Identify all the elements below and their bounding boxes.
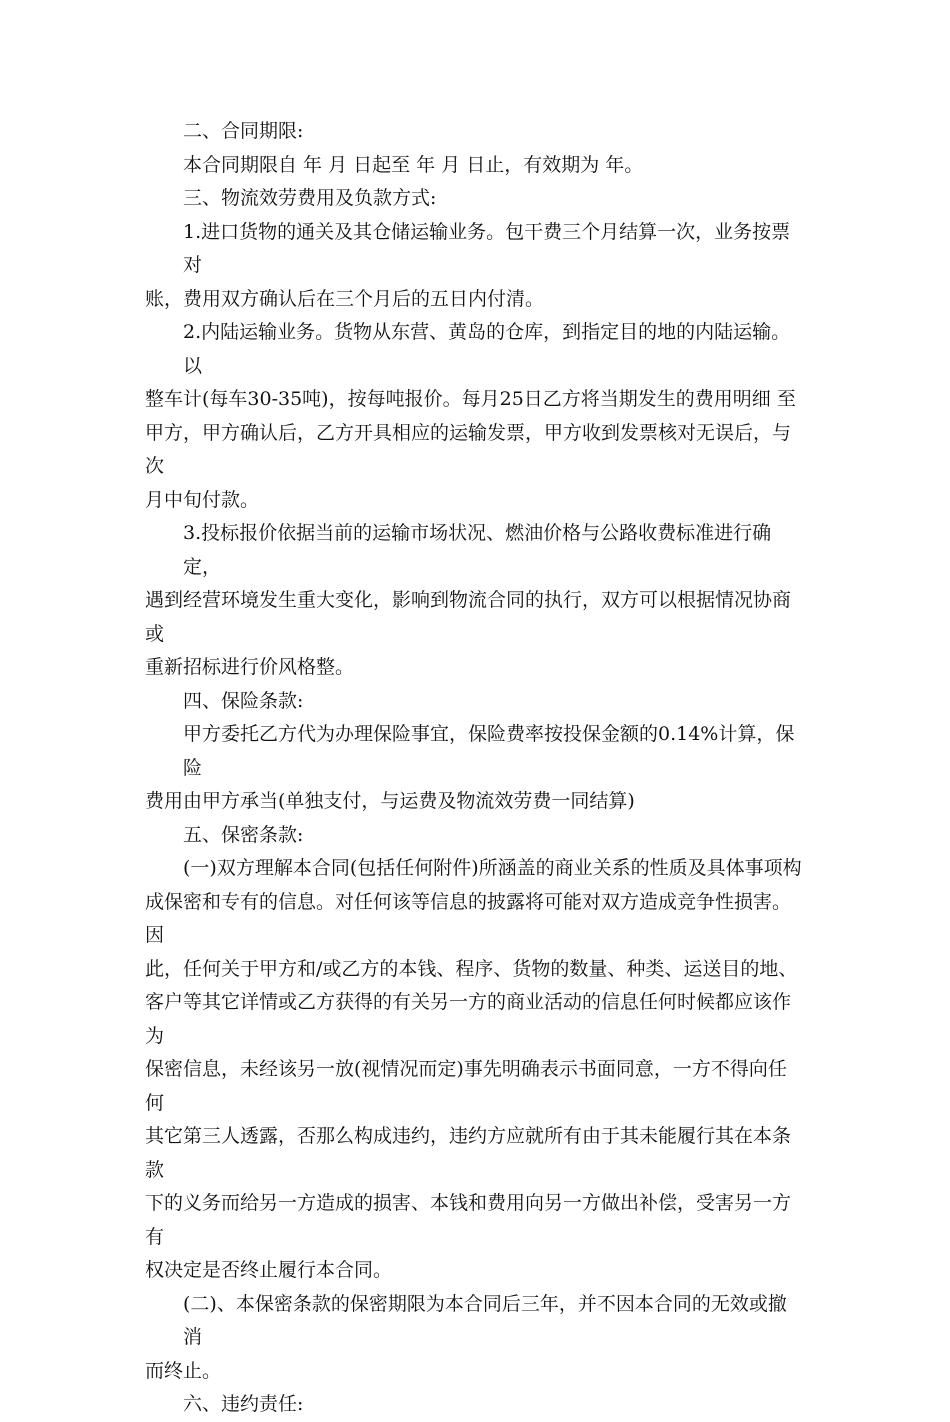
text-line: (二)、本保密条款的保密期限为本合同后三年，并不因本合同的无效或撤消	[183, 1292, 787, 1348]
section-3-item-3	[145, 517, 805, 685]
section-3-item-2	[145, 316, 805, 517]
section-5-clause-2	[145, 1288, 805, 1389]
text-line: 此，任何关于甲方和/或乙方的本钱、程序、货物的数量、种类、运送目的地、	[145, 957, 798, 980]
text-line: 月中旬付款。	[145, 488, 260, 511]
text-line: 遇到经营环境发生重大变化，影响到物流合同的执行，双方可以根据情况协商或	[145, 589, 792, 645]
text-line: 保密信息，未经该另一放(视情况而定)事先明确表示书面同意，一方不得向任何	[145, 1058, 787, 1114]
text-line: 其它第三人透露，否那么构成违约，违约方应就所有由于其未能履行其在本条款	[145, 1125, 792, 1181]
section-5-clause-1	[145, 852, 805, 1288]
section-5-heading: 五、保密条款:	[183, 823, 304, 846]
section-3-item-1	[145, 216, 805, 317]
text-line: 甲方委托乙方代为办理保险事宜，保险费率按投保金额的0.14%计算，保险	[183, 723, 795, 779]
text-line: 而终止。	[145, 1359, 222, 1382]
text-line: 2.内陆运输业务。货物从东营、黄岛的仓库，到指定目的地的内陆运输。以	[183, 321, 791, 377]
section-4-heading: 四、保险条款:	[183, 689, 304, 712]
section-4-body	[145, 718, 805, 819]
text-line: 账，费用双方确认后在三个月后的五日内付清。	[145, 287, 545, 310]
section-6-heading: 六、违约责任:	[183, 1393, 304, 1415]
text-line: 客户等其它详情或乙方获得的有关另一方的商业活动的信息任何时候都应该作为	[145, 991, 792, 1047]
section-3-heading: 三、物流效劳费用及负款方式:	[183, 187, 437, 209]
text-line: 3.投标报价依据当前的运输市场状况、燃油价格与公路收费标准进行确定，	[183, 522, 772, 578]
text-line: 费用由甲方承当(单独支付，与运费及物流效劳费一同结算)	[145, 790, 635, 812]
text-line: 权决定是否终止履行本合同。	[145, 1259, 393, 1281]
text-line: 成保密和专有的信息。对任何该等信息的披露将可能对双方造成竞争性损害。因	[145, 890, 792, 946]
text-line: 1.进口货物的通关及其仓储运输业务。包干费三个月结算一次，业务按票对	[183, 220, 791, 276]
section-2-body: 本合同期限自 年 月 日起至 年 月 日止，有效期为 年。	[183, 153, 644, 176]
text-line: 甲方，甲方确认后，乙方开具相应的运输发票，甲方收到发票核对无误后，与次	[145, 421, 792, 477]
text-line: 重新招标进行价风格整。	[145, 656, 355, 678]
text-line: 整车计(每车30-35吨)，按每吨报价。每月25日乙方将当期发生的费用明细 至	[145, 388, 796, 410]
section-2-heading: 二、合同期限:	[183, 120, 304, 142]
text-line: (一)双方理解本合同(包括任何附件)所涵盖的商业关系的性质及具体事项构	[183, 857, 802, 879]
document-body	[145, 115, 805, 1422]
text-line: 下的义务而给另一方造成的损害、本钱和费用向另一方做出补偿，受害另一方有	[145, 1192, 792, 1248]
